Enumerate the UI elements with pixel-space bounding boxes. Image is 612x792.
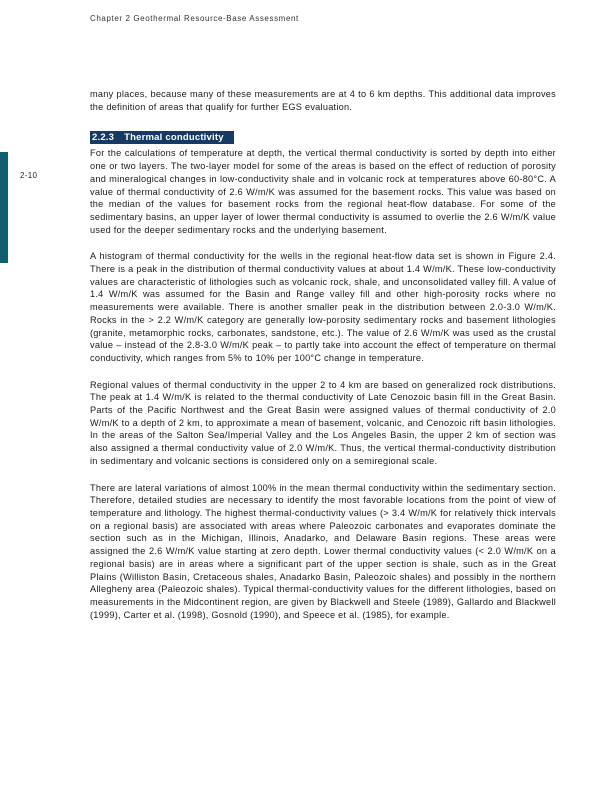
paragraph-2: A histogram of thermal conductivity for the wells in the regional heat-flow data set is shown in Figure 2.4. There is a peak in the distribution of thermal conductivity values at about 1.4 W/m/K. These low-conductivity values are characteristic of lithologies such as volcanic rock, shale, and unconsolidated valley fill. A value of 1.4 W/m/K was assumed for the Basin and Range valley fill and other high-porosity rocks where no measurements were available. There is another smaller peak in the distribution between 2.0-3.0 W/m/K. Rocks in the > 2.2 W/m/K category are generally low-porosity sedimentary rocks and basement lithologies (granite, metamorphic rocks, carbonates, sandstone, etc.). The value of 2.6 W/m/K was used as the crustal value – instead of the 2.8-3.0 W/m/K peak – to partly take into account the effect of temperature on thermal conductivity, which ranges from 5% to 10% per 100°C change in temperature. xyxy=(90,251,556,363)
paragraph-3: Regional values of thermal conductivity in the upper 2 to 4 km are based on generalized rock distributions. The peak at 1.4 W/m/K is related to the thermal conductivity of Late Cenozoic basin fill in the Great Basin. Parts of the Pacific Northwest and the Great Basin were assigned values of thermal conductivity of 2.0 W/m/K to a depth of 2 km, to approximate a mean of basement, volcanic, and Cenozoic rift basin lithologies. In the areas of the Salton Sea/Imperial Valley and the Los Angeles Basin, the upper 2 km of section was also assigned a thermal conductivity value of 2.0 W/m/K. Thus, the vertical thermal-conductivity distribution in sedimentary and volcanic sections is considered only on a semiregional scale. xyxy=(90,379,556,466)
page-content xyxy=(90,88,556,635)
section-number: 2.2.3 xyxy=(92,132,115,144)
chapter-side-bar xyxy=(0,152,8,263)
page-number: 2-10 xyxy=(20,171,38,180)
section-title: Thermal conductivity xyxy=(124,132,224,144)
paragraph-4: There are lateral variations of almost 100% in the mean thermal conductivity within the sedimentary section. Therefore, detailed studies are necessary to identify the most favorable locations from the point of view of temperature and lithology. The highest thermal-conductivity values (> 3.4 W/m/K for relatively thick intervals on a regional basis) are associated with areas where Paleozoic carbonates and evaporates dominate the section such as in the Michigan, Illinois, Anadarko, and Delaware Basin regions. These areas were assigned the 2.6 W/m/K value starting at zero depth. Lower thermal conductivity values (< 2.0 W/m/K on a regional basis) are in areas where a significant part of the upper section is shale, such as in the Great Plains (Williston Basin, Cretaceous shales, Anadarko Basin, Paleozoic shales) and possibly in the northern Allegheny area (Paleozoic shales). Typical thermal-conductivity values for the different lithologies, based on measurements in the Midcontinent region, are given by Blackwell and Steele (1989), Gallardo and Blackwell (1999), Carter et al. (1998), Gosnold (1990), and Speece et al. (1985), for example. xyxy=(90,482,556,620)
running-header: Chapter 2 Geothermal Resource-Base Assessment xyxy=(90,14,299,23)
section-heading xyxy=(90,131,234,144)
intro-paragraph: many places, because many of these measurements are at 4 to 6 km depths. This additional data improves the definition of areas that qualify for further EGS evaluation. xyxy=(90,89,556,112)
paragraph-1: For the calculations of temperature at depth, the vertical thermal conductivity is sorted by depth into either one or two layers. The two-layer model for some of the areas is based on the effect of reduction of porosity and mineralogical changes in low-conductivity shale and in volcanic rock at temperatures above 60-80°C. A value of thermal conductivity of 2.6 W/m/K was assumed for the basement rocks. This value was based on the median of the values for basement rocks from the regional heat-flow database. For some of the sedimentary basins, an upper layer of lower thermal conductivity is assumed to overlie the 2.6 W/m/K value used for the deeper sedimentary rocks and the underlying basement. xyxy=(90,148,556,235)
